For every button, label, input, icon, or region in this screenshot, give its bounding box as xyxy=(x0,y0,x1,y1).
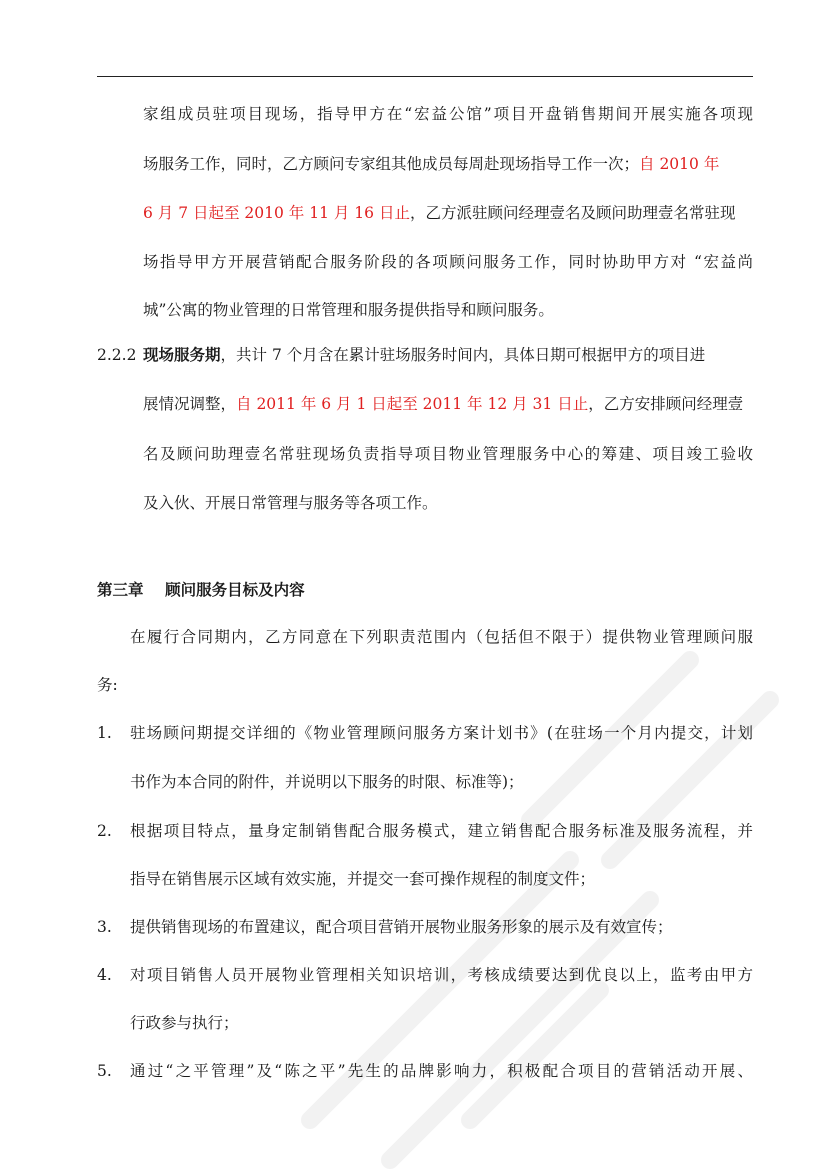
list-item-text: 行政参与执行； xyxy=(130,1014,239,1032)
para-line xyxy=(143,154,753,174)
chapter-heading: 第三章 顾问服务目标及内容 xyxy=(97,580,305,599)
list-item-number: 5. xyxy=(97,1062,112,1080)
section-text: 展情况调整， xyxy=(143,395,237,413)
section-title: 现场服务期 xyxy=(143,345,221,364)
para-line: 场指导甲方开展营销配合服务阶段的各项顾问服务工作，同时协助甲方对 “宏益尚 xyxy=(143,253,753,271)
chapter-intro: 务: xyxy=(97,676,118,694)
list-item-text: 根据项目特点，量身定制销售配合服务模式，建立销售配合服务标准及服务流程，并 xyxy=(130,822,753,840)
list-item-text: 提供销售现场的布置建议，配合项目营销开展物业服务形象的展示及有效宣传； xyxy=(130,918,673,936)
chapter-intro: 在履行合同期内，乙方同意在下列职责范围内（包括但不限于）提供物业管理顾问服 xyxy=(130,628,753,646)
watermark-graphic xyxy=(270,560,830,1174)
section-line: 及入伙、开展日常管理与服务等各项工作。 xyxy=(143,494,438,512)
para-line xyxy=(143,203,753,223)
date-range-red: 自 2010 年 xyxy=(639,155,720,173)
para-text: ，乙方派驻顾问经理壹名及顾问助理壹名常驻现 xyxy=(409,204,736,222)
list-item-number: 3. xyxy=(97,918,112,936)
date-range-red: 自 2011 年 6 月 1 日起至 2011 年 12 月 31 日止 xyxy=(236,395,589,413)
list-item-text: 通过“之平管理”及“陈之平”先生的品牌影响力，积极配合项目的营销活动开展、 xyxy=(130,1062,753,1080)
list-item-text: 对项目销售人员开展物业管理相关知识培训，考核成绩要达到优良以上，监考由甲方 xyxy=(130,966,753,984)
date-range-red: 6 月 7 日起至 2010 年 11 月 16 日止 xyxy=(143,204,410,222)
section-line: 名及顾问助理壹名常驻现场负责指导项目物业管理服务中心的筹建、项目竣工验收 xyxy=(143,445,753,463)
section-line xyxy=(143,345,753,365)
list-item-number: 4. xyxy=(97,966,112,984)
list-item-text: 驻场顾问期提交详细的《物业管理顾问服务方案计划书》(在驻场一个月内提交，计划 xyxy=(130,724,753,742)
para-text: 场服务工作，同时，乙方顾问专家组其他成员每周赴现场指导工作一次； xyxy=(143,155,640,173)
para-line: 家组成员驻项目现场，指导甲方在“宏益公馆”项目开盘销售期间开展实施各项现 xyxy=(143,105,753,123)
header-rule xyxy=(97,76,753,77)
list-item-text: 指导在销售展示区域有效实施，并提交一套可操作规程的制度文件； xyxy=(130,870,596,888)
list-item-text: 书作为本合同的附件，并说明以下服务的时限、标准等)； xyxy=(130,773,524,791)
section-text: ，乙方安排顾问经理壹 xyxy=(588,395,744,413)
section-number: 2.2.2 xyxy=(97,346,137,364)
list-item-number: 2. xyxy=(97,822,112,840)
section-line xyxy=(143,394,753,414)
list-item-number: 1. xyxy=(97,724,112,742)
section-text: ，共计 7 个月含在累计驻场服务时间内，具体日期可根据甲方的项目进 xyxy=(220,346,706,364)
para-line: 城”公寓的物业管理的日常管理和服务提供指导和顾问服务。 xyxy=(143,301,554,319)
